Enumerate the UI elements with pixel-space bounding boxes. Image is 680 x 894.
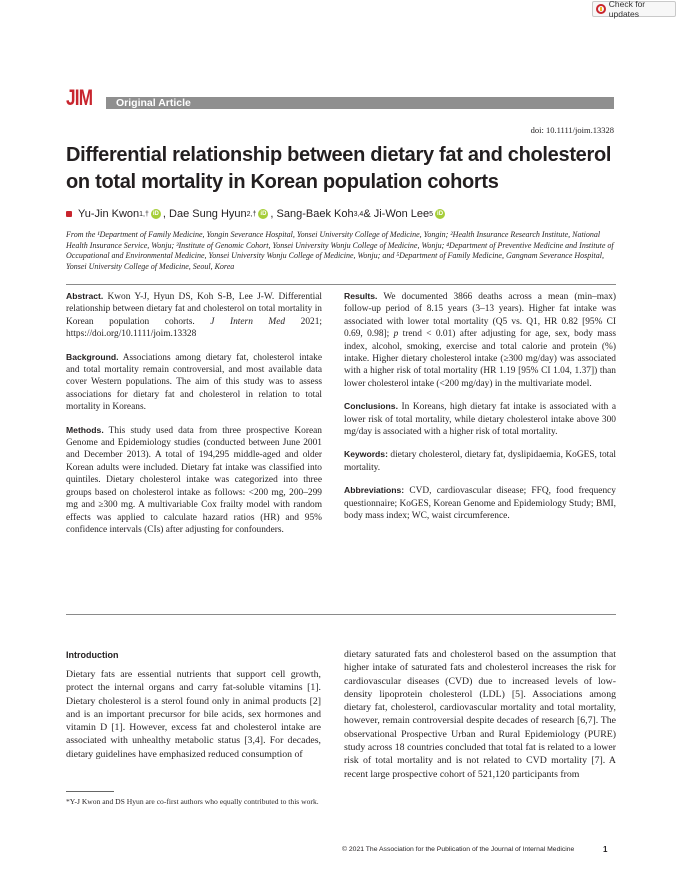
author-2-sup: 2,†: [246, 210, 257, 218]
abstract-citation: Abstract. Kwon Y-J, Hyun DS, Koh S-B, Lee J-W. Differential relationship between dietary fat and cholesterol on total mortality in Korean population cohorts. J Intern Med 2021; https://doi.org/10.1111/joim.13328: [66, 291, 322, 340]
page-number: 1: [603, 845, 608, 854]
abstract-bottom-rule: [66, 614, 616, 615]
abstract-keywords: Keywords: dietary cholesterol, dietary fat, dyslipidaemia, KoGES, total mortality.: [344, 449, 616, 473]
abstract-right-column: [344, 290, 616, 533]
footnote: *Y-J Kwon and DS Hyun are co-first authors who equally contributed to this work.: [66, 797, 319, 806]
orcid-icon[interactable]: iD: [152, 211, 159, 217]
intro-right-column: [344, 648, 616, 781]
author-4: & Ji-Won Lee: [363, 208, 430, 220]
journal-logo: JIM: [66, 85, 93, 110]
abstract-left-column: [66, 290, 322, 546]
intro-left-column: [66, 668, 321, 761]
footer-copyright: © 2021 The Association for the Publication of the Journal of Internal Medicine: [342, 846, 575, 853]
author-1: Yu-Jin Kwon: [78, 208, 140, 220]
abstract-methods: Methods. This study used data from three prospective Korean Genome and Epidemiology studies (conducted between June 2001 and December 2013). A total of 194,295 middle-aged and older Korean adults were included. Dietary fat intake was classified into quintiles. Dietary cholesterol intake was categorized into three groups based on cholesterol intake as follows: <200 mg, 200–299 mg and ≥300 mg. A multivariable Cox frailty model with random effects was applied to calculate hazard ratios (HR) and 95% confidence intervals (CIs) after adjusting for confounders.: [66, 424, 322, 535]
abstract-top-rule: [66, 284, 616, 285]
author-3: , Sang-Baek Koh: [270, 208, 354, 220]
intro-paragraph-right: dietary saturated fats and cholesterol based on the assumption that higher intake of saturated fats and cholesterol increases the risk for cardiovascular diseases (CVD) due to increased levels of low-density lipoprotein cholesterol (LDL) [5]. Associations among dietary fat, cholesterol, cardiovascular mortality and total mortality, however, remain controversial despite decades of research [6,7]. The observational Prospective Urban and Rural Epidemiology (PURE) study across 18 countries concluded that total fat is related to a lower risk of total mortality and is not related to CVD mortality [7]. A recent large prospective cohort of 521,120 participants from: [344, 649, 616, 780]
check-for-updates-label: Check for updates: [608, 0, 646, 19]
orcid-icon[interactable]: iD: [437, 211, 444, 217]
article-type: Original Article: [116, 97, 191, 109]
doi[interactable]: doi: 10.1111/joim.13328: [530, 125, 614, 135]
author-3-sup: 3,4: [353, 210, 364, 218]
abstract-abbreviations: Abbreviations: CVD, cardiovascular disease; FFQ, food frequency questionnaire; KoGES, Korean Genome and Epidemiology Study; BMI, body mass index; WC, waist circumference.: [344, 485, 616, 522]
update-icon: [596, 4, 606, 14]
affiliations: From the ¹Department of Family Medicine, Yongin Severance Hospital, Yonsei University College of Medicine, Yongin; ²Health Insurance Research Institute, National Health Insurance Service, Wonju; ³Institute of Genomic Cohort, Yonsei University Wonju College of Medicine, Wonju; ⁴Department of Preventive Medicine and Institute of Occupational and Environmental Medicine, Yonsei University Wonju College of Medicine, Wonju; and ⁵Department of Family Medicine, Gangnam Severance Hospital, Yonsei University College of Medicine, Seoul, Korea: [66, 230, 614, 271]
author-1-sup: 1,†: [139, 210, 149, 218]
abstract-background: Background. Associations among dietary fat, cholesterol intake and total mortality remain controversial, and most available data cover Western populations. The aim of this study was to assess associations for dietary fat and cholesterol in relation to total mortality in Koreans.: [66, 351, 322, 413]
section-heading: Introduction: [66, 650, 119, 660]
article-title: Differential relationship between dietary fat and cholesterol on total mortality in Korean population cohorts: [66, 144, 612, 193]
footnote-rule: [66, 791, 114, 792]
author-2: , Dae Sung Hyun: [162, 208, 247, 220]
author-list: [66, 208, 447, 220]
intro-paragraph-left: Dietary fats are essential nutrients that support cell growth, protect the internal organs and carry fat-soluble vitamins [1]. Dietary cholesterol is a sterol found only in animal products [2] and is an important precursor for bile acids, sex hormones and vitamin D [1]. However, excess fat and cholesterol intake are associated with unhealthy metabolic status [3,4]. For decades, dietary guidelines have emphasized reduced consumption of: [66, 669, 321, 760]
author-4-sup: 5: [429, 210, 434, 218]
abstract-conclusions: Conclusions. In Koreans, high dietary fat intake is associated with a lower risk of total mortality, while dietary cholesterol intake above 300 mg/day is associated with a higher risk of total mortality.: [344, 401, 616, 438]
author-bullet-icon: [66, 211, 72, 217]
check-for-updates-button[interactable]: [592, 1, 676, 17]
orcid-icon[interactable]: iD: [260, 211, 267, 217]
abstract-results: Results. We documented 3866 deaths across a mean (min–max) follow-up period of 8.15 years (3–13 years). Higher fat intake was associated with lower total mortality (Q5 vs. Q1, HR 0.82 [95% CI 0.69, 0.98]; p trend < 0.01) after adjusting for age, sex, body mass index, alcohol, smoking, exercise and total calorie and protein (%) intake. Higher dietary cholesterol intake (≥300 mg/day) was associated with a higher risk of total mortality (HR 1.19 [95% CI 1.04, 1.37]) than lower cholesterol intake (<200 mg/day) in the multivariate model.: [344, 291, 617, 389]
